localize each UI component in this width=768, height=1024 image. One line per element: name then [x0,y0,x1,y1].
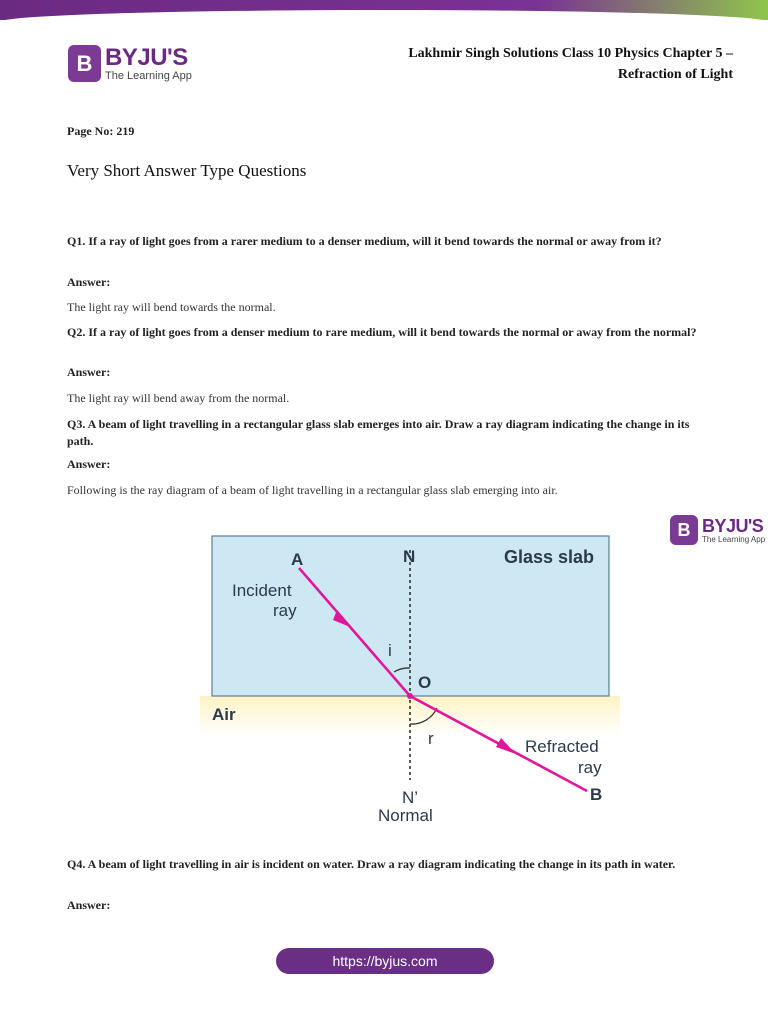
top-decorative-band [0,0,768,20]
label-incident-1: Incident [232,581,292,600]
section-title: Very Short Answer Type Questions [67,161,307,180]
refracted-arrowhead [496,738,516,754]
byjus-logo-small [670,515,765,545]
byjus-logo[interactable] [68,45,192,82]
question-3: Q3. A beam of light travelling in a rectangular glass slab emerges into air. Draw a ray diagram indicating the change in its path. [67,417,690,448]
logo-tagline-small: The Learning App [702,534,766,544]
point-o [407,693,413,699]
label-i: i [388,641,392,660]
footer-url-link[interactable]: https://byjus.com [276,948,494,974]
page-number: Page No: 219 [67,124,135,138]
label-incident-2: ray [273,601,297,620]
answer-label-3: Answer: [67,457,111,471]
answer-3: Following is the ray diagram of a beam of light travelling in a rectangular glass slab emerging into air. [67,483,558,497]
question-2: Q2. If a ray of light goes from a denser medium to rare medium, will it bend towards the normal or away from the normal? [67,325,697,339]
logo-name: BYJU'S [105,43,188,71]
logo-badge-small: B [670,515,698,545]
logo-tagline: The Learning App [105,69,192,82]
answer-1: The light ray will bend towards the normal. [67,300,276,314]
label-n: N [403,547,416,566]
label-r: r [428,729,434,748]
answer-label-2: Answer: [67,365,111,379]
label-b: B [590,785,603,804]
logo-badge: B [68,45,101,82]
label-glass-slab: Glass slab [504,547,595,567]
label-air: Air [212,705,236,724]
question-1: Q1. If a ray of light goes from a rarer medium to a denser medium, will it bend towards the normal or away from it? [67,234,662,248]
label-n-prime: N’ [402,788,419,807]
question-4: Q4. A beam of light travelling in air is incident on water. Draw a ray diagram indicating the change in its path in water. [67,857,676,871]
label-o: O [418,673,432,692]
answer-label-4: Answer: [67,898,111,912]
answer-2: The light ray will bend away from the normal. [67,391,290,405]
refraction-ray-diagram [200,528,620,828]
answer-label-1: Answer: [67,275,111,289]
label-refracted-1: Refracted [525,737,599,756]
logo-name-small: BYJU'S [702,515,764,536]
document-header-title: Lakhmir Singh Solutions Class 10 Physics Chapter 5 – Refraction of Light [408,46,733,82]
label-refracted-2: ray [578,758,602,777]
label-normal: Normal [378,806,433,825]
label-a: A [291,550,304,569]
